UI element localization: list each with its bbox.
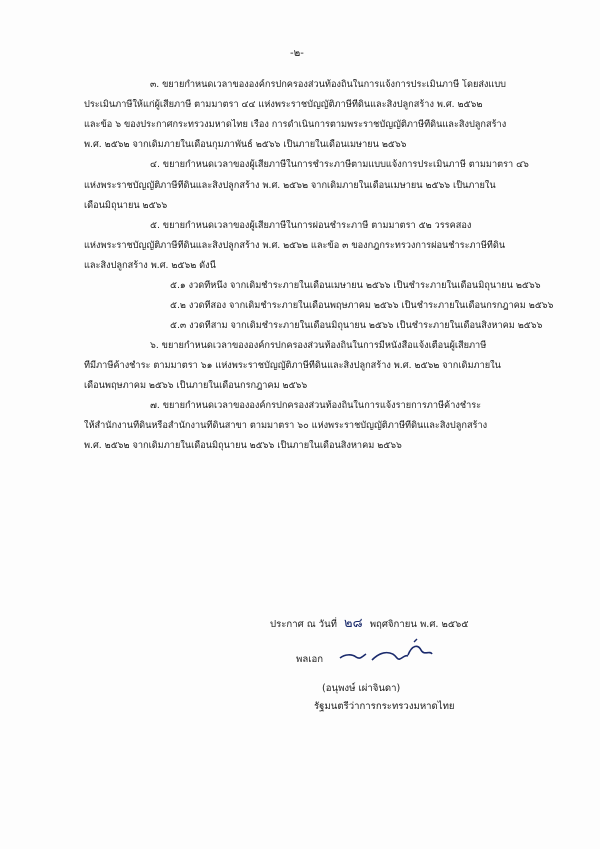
announcement-day-handwritten: ๒๘: [344, 616, 363, 631]
signatory-name: (อนุพงษ์ เผ่าจินดา): [322, 683, 401, 694]
paragraph-4-line-2: แห่งพระราชบัญญัติภาษีที่ดินและสิ่งปลูกสร้าง พ.ศ. ๒๕๖๒ จากเดิมภายในเดือนเมษายน ๒๕๖๖ เป็นภายใน: [84, 180, 496, 191]
paragraph-6-line-2: ที่มีภาษีค้างชำระ ตามมาตรา ๖๑ แห่งพระราชบัญญัติภาษีที่ดินและสิ่งปลูกสร้าง พ.ศ. ๒๕๖๒ จากเดิมภายใน: [84, 360, 501, 371]
announcement-month-year: พฤศจิกายน พ.ศ. ๒๕๖๕: [369, 619, 469, 630]
item-5-3: ๕.๓ งวดที่สาม จากเดิมชำระภายในเดือนมิถุนายน ๒๕๖๖ เป็นชำระภายในเดือนสิงหาคม ๒๕๖๖: [170, 320, 543, 331]
paragraph-7-line-1: ๗. ขยายกำหนดเวลาขององค์กรปกครองส่วนท้องถิ่นในการแจ้งรายการภาษีค้างชำระ: [150, 400, 482, 411]
paragraph-4-line-1: ๔. ขยายกำหนดเวลาของผู้เสียภาษีในการชำระภาษีตามแบบแจ้งการประเมินภาษี ตามมาตรา ๔๖: [150, 159, 529, 170]
signatory-position: รัฐมนตรีว่าการกระทรวงมหาดไทย: [314, 701, 455, 712]
item-5-2: ๕.๒ งวดที่สอง จากเดิมชำระภายในเดือนพฤษภาคม ๒๕๖๖ เป็นชำระภายในเดือนกรกฎาคม ๒๕๖๖: [170, 300, 554, 311]
paragraph-3-line-4: พ.ศ. ๒๕๖๒ จากเดิมภายในเดือนกุมภาพันธ์ ๒๕๖๖ เป็นภายในเดือนเมษายน ๒๕๖๖: [84, 139, 407, 150]
paragraph-4-line-3: เดือนมิถุนายน ๒๕๖๖: [84, 200, 168, 211]
item-5-1: ๕.๑ งวดที่หนึ่ง จากเดิมชำระภายในเดือนเมษายน ๒๕๖๖ เป็นชำระภายในเดือนมิถุนายน ๒๕๖๖: [170, 280, 541, 291]
paragraph-5-line-2: แห่งพระราชบัญญัติภาษีที่ดินและสิ่งปลูกสร้าง พ.ศ. ๒๕๖๒ และข้อ ๓ ของกฎกระทรวงการผ่อนชำระภาษีที่ดิน: [84, 240, 506, 251]
paragraph-3-line-1: ๓. ขยายกำหนดเวลาขององค์กรปกครองส่วนท้องถิ่นในการแจ้งการประเมินภาษี โดยส่งแบบ: [150, 79, 507, 90]
page-number: -๒-: [290, 48, 304, 59]
paragraph-6-line-1: ๖. ขยายกำหนดเวลาขององค์กรปกครองส่วนท้องถิ่นในการมีหนังสือแจ้งเตือนผู้เสียภาษี: [150, 340, 487, 351]
paragraph-3-line-2: ประเมินภาษีให้แก่ผู้เสียภาษี ตามมาตรา ๔๔ แห่งพระราชบัญญัติภาษีที่ดินและสิ่งปลูกสร้าง พ.ศ. ๒๕๖๒: [84, 99, 483, 110]
paragraph-7-line-3: พ.ศ. ๒๕๖๒ จากเดิมภายในเดือนมิถุนายน ๒๕๖๖ เป็นภายในเดือนสิงหาคม ๒๕๖๖: [84, 440, 402, 451]
signatory-rank: พลเอก: [296, 654, 324, 665]
paragraph-7-line-2: ให้สำนักงานที่ดินหรือสำนักงานที่ดินสาขา ตามมาตรา ๖๐ แห่งพระราชบัญญัติภาษีที่ดินและสิ่งปลูกสร้าง: [84, 420, 488, 431]
paragraph-3-line-3: และข้อ ๖ ของประกาศกระทรวงมหาดไทย เรื่อง การดำเนินการตามพระราชบัญญัติภาษีที่ดินและสิ่งปลูกสร้าง: [84, 119, 507, 130]
paragraph-6-line-3: เดือนพฤษภาคม ๒๕๖๖ เป็นภายในเดือนกรกฎาคม ๒๕๖๖: [84, 380, 308, 391]
paragraph-5-line-3: และสิ่งปลูกสร้าง พ.ศ. ๒๕๖๒ ดังนี้: [84, 260, 216, 271]
announcement-prefix: ประกาศ ณ วันที่: [270, 619, 337, 630]
paragraph-5-line-1: ๕. ขยายกำหนดเวลาของผู้เสียภาษีในการผ่อนชำระภาษี ตามมาตรา ๕๒ วรรคสอง: [150, 220, 472, 231]
announcement-date: [270, 612, 468, 633]
